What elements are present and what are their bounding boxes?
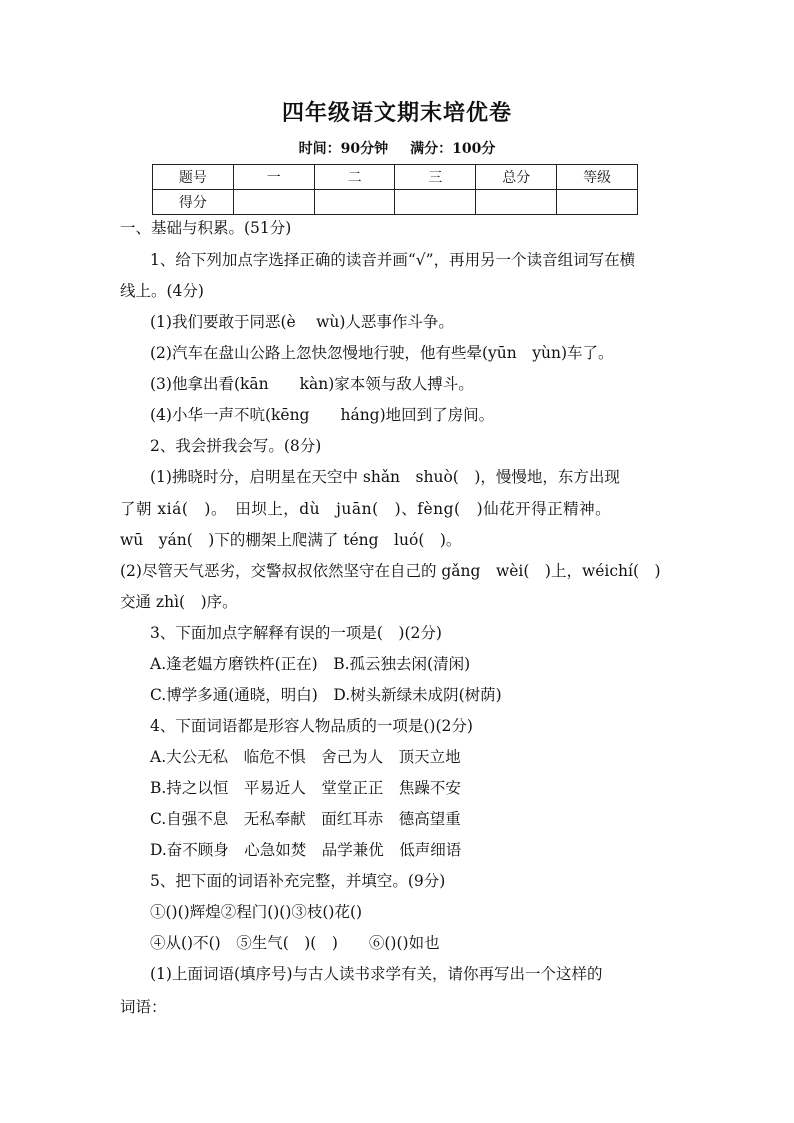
- question-5-answer-label: 词语：: [120, 998, 167, 1016]
- question-1-item: (2)汽车在盘山公路上忽快忽慢地行驶，他有些晕(yūn yùn)车了。: [150, 344, 614, 362]
- exam-time: 时间：90分钟: [298, 141, 389, 157]
- question-5-prompt: 5、把下面的词语补充完整，并填空。(9分): [150, 872, 446, 890]
- question-4-option: A.大公无私 临危不惧 舍己为人 顶天立地: [150, 748, 461, 766]
- score-table-cell: 得分: [153, 190, 234, 215]
- score-table-cell: 三: [395, 165, 476, 190]
- score-table-score-row: [153, 190, 638, 215]
- page-title: 四年级语文期末培优卷: [281, 100, 512, 126]
- exam-meta: [0, 138, 794, 158]
- score-table: [152, 164, 638, 215]
- score-table-cell: 一: [233, 165, 314, 190]
- question-1-prompt-cont: 线上。(4分): [120, 282, 204, 300]
- question-2-item-cont: 交通 zhì( )序。: [120, 593, 238, 611]
- question-1-item: (3)他拿出看(kān kàn)家本领与敌人搏斗。: [150, 375, 474, 393]
- question-1-item: (1)我们要敢于同恶(è wù)人恶事作斗争。: [150, 313, 454, 331]
- question-5-words: ④从()不() ⑤生气( )( ) ⑥()()如也: [150, 934, 440, 952]
- exam-full-score: 满分：100分: [410, 141, 496, 157]
- question-5-subquestion: (1)上面词语(填序号)与古人读书求学有关，请你再写出一个这样的: [150, 965, 603, 983]
- section-heading: 一、基础与积累。(51分): [120, 219, 292, 237]
- question-4-option: C.自强不息 无私奉献 面红耳赤 德高望重: [150, 810, 461, 828]
- score-input-cell: [476, 190, 557, 215]
- question-2-item: (1)拂晓时分，启明星在天空中 shǎn shuò( )，慢慢地，东方出现: [150, 468, 620, 486]
- score-input-cell: [314, 190, 395, 215]
- question-4-option: B.持之以恒 平易近人 堂堂正正 焦躁不安: [150, 779, 461, 797]
- question-2-prompt: 2、我会拼我会写。(8分): [150, 437, 322, 455]
- score-table-cell: 二: [314, 165, 395, 190]
- score-table-header-row: [153, 165, 638, 190]
- score-table-cell: 等级: [557, 165, 638, 190]
- score-input-cell: [233, 190, 314, 215]
- question-2-item-cont: 了朝 xiá( )。 田坝上，dù juān( )、fèng( )仙花开得正精神。: [120, 500, 612, 518]
- question-3-option: A.逢老媪方磨铁杵(正在) B.孤云独去闲(清闲): [150, 655, 471, 673]
- question-2-item: (2)尽管天气恶劣，交警叔叔依然坚守在自己的 gǎng wèi( )上，wéichí( ): [120, 562, 661, 580]
- question-4-prompt: 4、下面词语都是形容人物品质的一项是()(2分): [150, 717, 473, 735]
- question-5-words: ①()()辉煌②程门()()③枝()花(): [150, 903, 363, 921]
- score-table-cell: 总分: [476, 165, 557, 190]
- question-1-prompt: 1、给下列加点字选择正确的读音并画“√”，再用另一个读音组词写在横: [150, 251, 636, 269]
- question-1-item: (4)小华一声不吭(kēng háng)地回到了房间。: [150, 406, 495, 424]
- question-2-item-cont: wū yán( )下的棚架上爬满了 téng luó( )。: [120, 531, 462, 549]
- score-input-cell: [557, 190, 638, 215]
- question-3-prompt: 3、下面加点字解释有误的一项是( )(2分): [150, 624, 442, 642]
- question-4-option: D.奋不顾身 心急如焚 品学兼优 低声细语: [150, 841, 462, 859]
- score-table-cell: 题号: [153, 165, 234, 190]
- score-input-cell: [395, 190, 476, 215]
- question-3-option: C.博学多通(通晓，明白) D.树头新绿未成阴(树荫): [150, 686, 502, 704]
